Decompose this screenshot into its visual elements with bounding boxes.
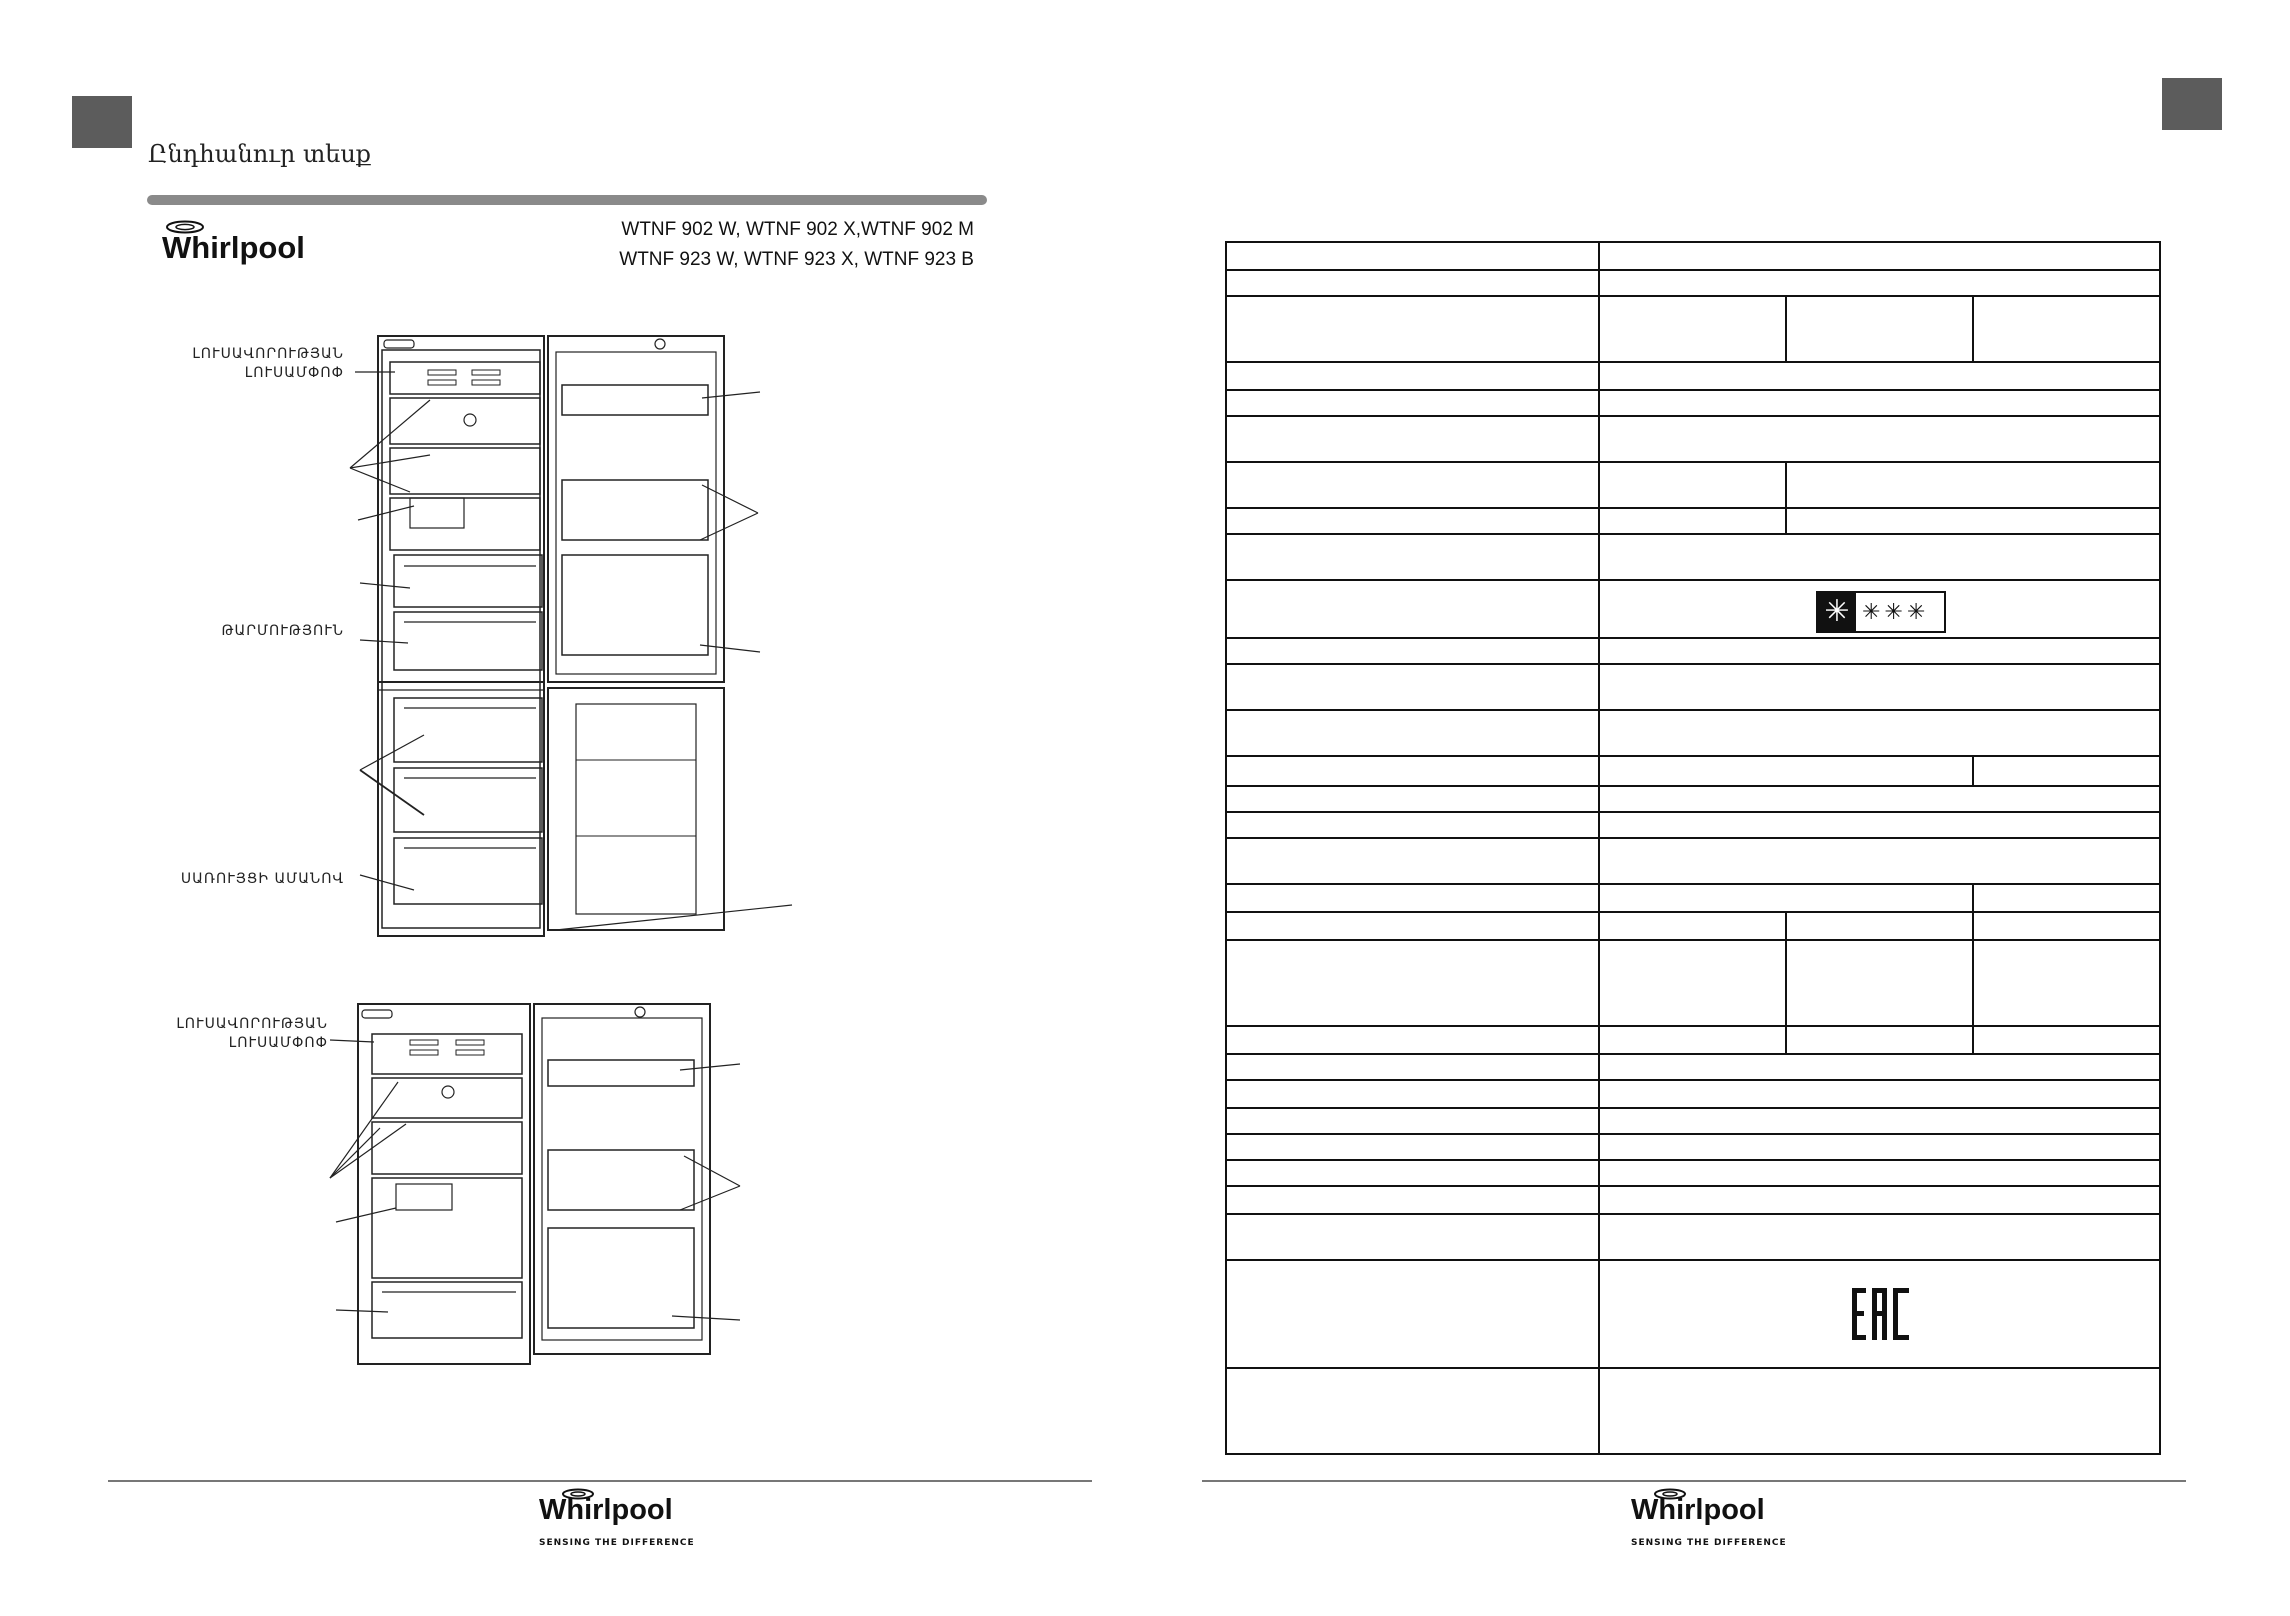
eac-icon — [1850, 1286, 1912, 1342]
label-lighting-line2: ԼՈՒՍԱՄՓՈՓ — [244, 365, 344, 381]
label-lighting-line1-b: ԼՈՒՍԱՎՈՐՈՒԹՅԱՆ — [176, 1016, 328, 1032]
label-lighting-line1: ԼՈՒՍԱՎՈՐՈՒԹՅԱՆ — [192, 346, 344, 362]
label-ice-tray: ՍԱՌՈՒՅՑԻ ԱՄԱՆՈՎ — [180, 871, 344, 887]
label-freshness: ԹԱՐՄՈՒԹՅՈՒՆ — [221, 623, 344, 639]
footer-brand-right: Whirlpool — [1631, 1494, 1765, 1526]
footer-tagline-right: SENSING THE DIFFERENCE — [1631, 1538, 1787, 1548]
section-title: Ընդհանուր տեսք — [148, 140, 372, 168]
eac-mark — [1850, 1286, 1912, 1342]
models-line-1: WTNF 902 W, WTNF 902 X,WTNF 902 M — [621, 219, 974, 240]
label-lighting-line2-b: ԼՈՒՍԱՄՓՈՓ — [228, 1035, 328, 1051]
footer-rule-right — [1202, 1480, 2186, 1482]
footer-tagline-left: SENSING THE DIFFERENCE — [539, 1538, 695, 1548]
footer-brand-left: Whirlpool — [539, 1494, 673, 1526]
header-brand-text: Whirlpool — [162, 230, 305, 265]
star-icons: ✳✳✳ — [1862, 599, 1930, 624]
freezer-star-rating — [1816, 591, 1946, 633]
star-icon-filled: ✳ — [1818, 593, 1856, 631]
footer-logo-right — [1627, 1488, 1787, 1556]
models-line-2: WTNF 923 W, WTNF 923 X, WTNF 923 B — [619, 249, 974, 270]
